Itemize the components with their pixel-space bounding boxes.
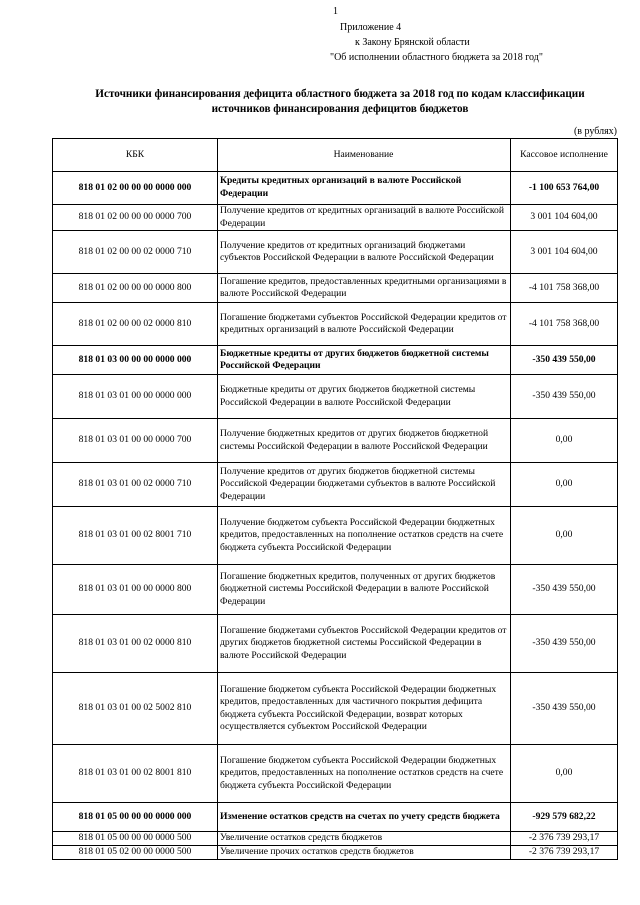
- table-row: [53, 565, 618, 615]
- kbk-code-cell: 818 01 03 01 00 02 5002 810: [53, 673, 218, 745]
- kbk-code-cell: 818 01 05 00 00 00 0000 000: [53, 803, 218, 832]
- appendix-line-1: Приложение 4: [340, 22, 402, 33]
- name-cell: Бюджетные кредиты от других бюджетов бюджетной системы Российской Федерации в валюте Российской Федерации: [218, 375, 511, 419]
- name-cell: Изменение остатков средств на счетах по учету средств бюджета: [218, 803, 511, 832]
- header-kbk: КБК: [53, 139, 218, 172]
- kbk-code-cell: 818 01 02 00 00 00 0000 000: [53, 172, 218, 205]
- table-row: [53, 274, 618, 303]
- name-cell: Получение бюджетом субъекта Российской Федерации бюджетных кредитов, предоставленных на пополнение остатков средств на счете бюджета субъекта Российской Федерации: [218, 507, 511, 565]
- header-amount: Кассовое исполнение: [511, 139, 618, 172]
- amount-cell: 0,00: [511, 419, 618, 463]
- appendix-line-3: "Об исполнении областного бюджета за 2018 год": [330, 52, 543, 63]
- amount-cell: 3 001 104 604,00: [511, 231, 618, 274]
- table-row: [53, 231, 618, 274]
- amount-cell: -4 101 758 368,00: [511, 274, 618, 303]
- table-row: [53, 303, 618, 346]
- table-row: [53, 205, 618, 231]
- table-row: [53, 615, 618, 673]
- amount-cell: 0,00: [511, 507, 618, 565]
- name-cell: Погашение бюджетами субъектов Российской Федерации кредитов от кредитных организаций в валюте Российской Федерации: [218, 303, 511, 346]
- kbk-code-cell: 818 01 05 00 00 00 0000 500: [53, 832, 218, 846]
- table-row: [53, 419, 618, 463]
- kbk-code-cell: 818 01 03 01 00 00 0000 000: [53, 375, 218, 419]
- units-label: (в рублях): [573, 126, 617, 137]
- name-cell: Погашение бюджетом субъекта Российской Федерации бюджетных кредитов, предоставленных для частичного покрытия дефицита бюджета субъекта Российской Федерации, возврат которых осуществляется субъектом Российской Федерации: [218, 673, 511, 745]
- kbk-code-cell: 818 01 03 01 00 00 0000 800: [53, 565, 218, 615]
- name-cell: Получение кредитов от кредитных организаций бюджетами субъектов Российской Федерации в валюте Российской Федерации: [218, 231, 511, 274]
- kbk-code-cell: 818 01 05 02 00 00 0000 500: [53, 846, 218, 860]
- name-cell: Кредиты кредитных организаций в валюте Российской Федерации: [218, 172, 511, 205]
- name-cell: Получение кредитов от кредитных организаций в валюте Российской Федерации: [218, 205, 511, 231]
- kbk-code-cell: 818 01 02 00 00 02 0000 710: [53, 231, 218, 274]
- table-row: [53, 745, 618, 803]
- kbk-code-cell: 818 01 02 00 00 02 0000 810: [53, 303, 218, 346]
- kbk-code-cell: 818 01 03 01 00 02 0000 710: [53, 463, 218, 507]
- amount-cell: 3 001 104 604,00: [511, 205, 618, 231]
- table-row: [53, 463, 618, 507]
- table-row: [53, 375, 618, 419]
- header-name: Наименование: [218, 139, 511, 172]
- table-row: [53, 172, 618, 205]
- table-header-row: [53, 139, 618, 172]
- table-row: [53, 507, 618, 565]
- name-cell: Получение кредитов от других бюджетов бюджетной системы Российской Федерации бюджетами субъектов в валюте Российской Федерации: [218, 463, 511, 507]
- amount-cell: -350 439 550,00: [511, 565, 618, 615]
- amount-cell: -1 100 653 764,00: [511, 172, 618, 205]
- table-row: [53, 673, 618, 745]
- table-body: [53, 172, 618, 860]
- name-cell: Получение бюджетных кредитов от других бюджетов бюджетной системы Российской Федерации в валюте Российской Федерации: [218, 419, 511, 463]
- amount-cell: 0,00: [511, 745, 618, 803]
- amount-cell: -350 439 550,00: [511, 346, 618, 375]
- amount-cell: -4 101 758 368,00: [511, 303, 618, 346]
- kbk-code-cell: 818 01 03 01 00 02 0000 810: [53, 615, 218, 673]
- appendix-line-2: к Закону Брянской области: [355, 37, 470, 48]
- amount-cell: -2 376 739 293,17: [511, 832, 618, 846]
- kbk-code-cell: 818 01 02 00 00 00 0000 800: [53, 274, 218, 303]
- title-line-2: источников финансирования дефицитов бюджетов: [211, 103, 469, 115]
- document-title: [50, 87, 630, 117]
- kbk-code-cell: 818 01 03 01 00 02 8001 710: [53, 507, 218, 565]
- table-row: [53, 846, 618, 860]
- kbk-code-cell: 818 01 03 01 00 00 0000 700: [53, 419, 218, 463]
- table-row: [53, 803, 618, 832]
- table-row: [53, 346, 618, 375]
- kbk-code-cell: 818 01 03 01 00 02 8001 810: [53, 745, 218, 803]
- name-cell: Погашение бюджетами субъектов Российской Федерации кредитов от других бюджетов бюджетной системы Российской Федерации в валюте Российской Федерации: [218, 615, 511, 673]
- amount-cell: 0,00: [511, 463, 618, 507]
- name-cell: Бюджетные кредиты от других бюджетов бюджетной системы Российской Федерации: [218, 346, 511, 375]
- amount-cell: -350 439 550,00: [511, 673, 618, 745]
- title-line-1: Источники финансирования дефицита областного бюджета за 2018 год по кодам классификации: [95, 88, 585, 100]
- kbk-code-cell: 818 01 03 00 00 00 0000 000: [53, 346, 218, 375]
- table-row: [53, 832, 618, 846]
- amount-cell: -929 579 682,22: [511, 803, 618, 832]
- amount-cell: -2 376 739 293,17: [511, 846, 618, 860]
- name-cell: Увеличение остатков средств бюджетов: [218, 832, 511, 846]
- financing-sources-table: [52, 138, 618, 860]
- name-cell: Увеличение прочих остатков средств бюджетов: [218, 846, 511, 860]
- name-cell: Погашение кредитов, предоставленных кредитными организациями в валюте Российской Федерации: [218, 274, 511, 303]
- name-cell: Погашение бюджетом субъекта Российской Федерации бюджетных кредитов, предоставленных на пополнение остатков средств на счете бюджета субъекта Российской Федерации: [218, 745, 511, 803]
- kbk-code-cell: 818 01 02 00 00 00 0000 700: [53, 205, 218, 231]
- amount-cell: -350 439 550,00: [511, 375, 618, 419]
- appendix-header: [330, 20, 630, 65]
- amount-cell: -350 439 550,00: [511, 615, 618, 673]
- page-number: 1: [333, 6, 338, 17]
- name-cell: Погашение бюджетных кредитов, полученных от других бюджетов бюджетной системы Российской Федерации в валюте Российской Федерации: [218, 565, 511, 615]
